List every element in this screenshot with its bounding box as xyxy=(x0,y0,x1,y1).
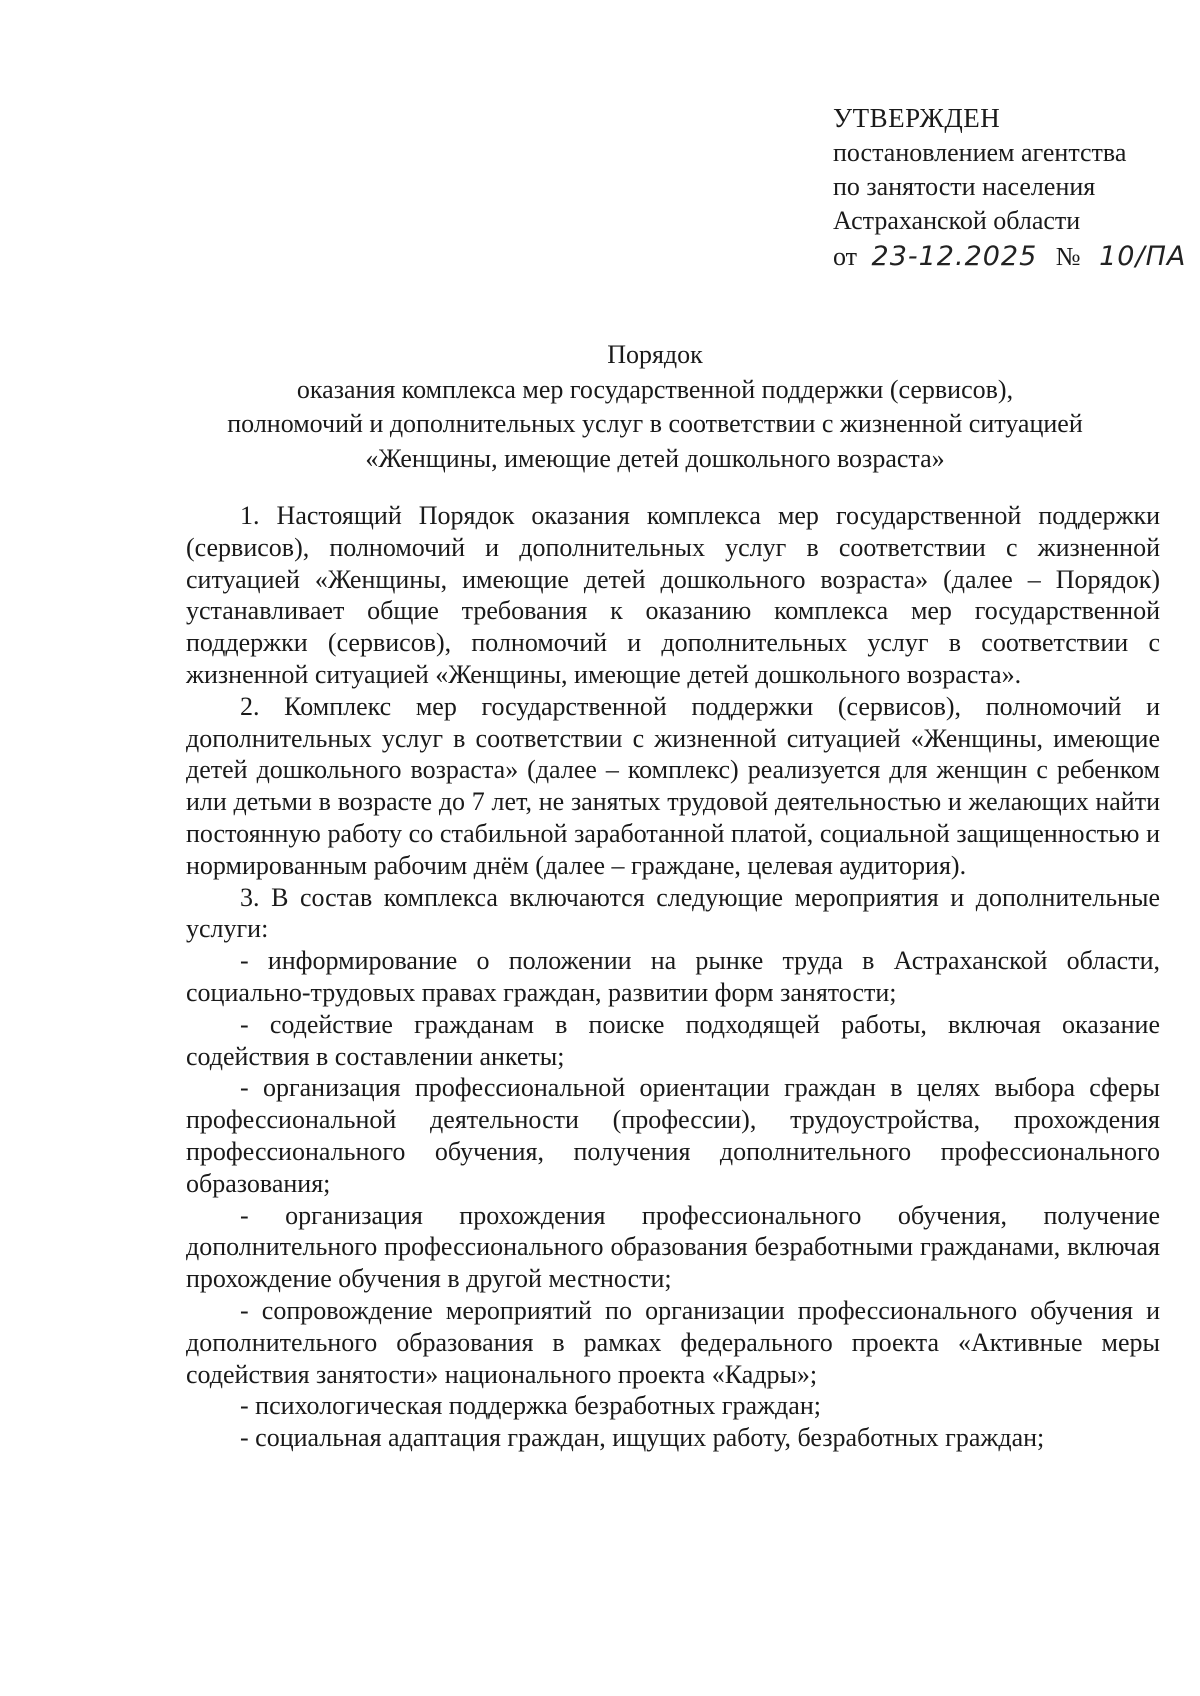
list-item: - организация прохождения профессионального обучения, получение дополнительного профессионального образования безработными гражданами, включая прохождение обучения в другой местности; xyxy=(186,1200,1160,1294)
number-prefix: № xyxy=(1055,242,1081,271)
handwritten-number: 10/ПА xyxy=(1099,241,1187,272)
approval-stamp-block xyxy=(833,100,1187,274)
list-item: - социальная адаптация граждан, ищущих работу, безработных граждан; xyxy=(240,1423,1045,1453)
handwritten-date: 23-12.2025 xyxy=(871,241,1038,272)
approval-line-1: постановлением агентства xyxy=(833,138,1127,167)
approval-date-line xyxy=(833,240,1187,274)
date-prefix: от xyxy=(833,242,858,271)
list-item: - содействие гражданам в поиске подходящей работы, включая оказание содействия в составлении анкеты; xyxy=(186,1009,1160,1071)
list-item: - психологическая поддержка безработных граждан; xyxy=(240,1391,821,1421)
document-body xyxy=(186,500,1160,1454)
list-item: - организация профессиональной ориентации граждан в целях выбора сферы профессиональной деятельности (профессии), трудоустройства, прохождения профессионального обучения, получения дополнительного профессионального образования; xyxy=(186,1073,1160,1198)
paragraph-3: 3. В состав комплекса включаются следующие мероприятия и дополнительные услуги: xyxy=(186,882,1160,944)
approval-line-3: Астраханской области xyxy=(833,206,1081,235)
paragraph-2: 2. Комплекс мер государственной поддержки (сервисов), полномочий и дополнительных услуг в соответствии с жизненной ситуацией «Женщины, имеющие детей дошкольного возраста» (далее – комплекс) реализуется для женщин с ребенком или детьми в возрасте до 7 лет, не занятых трудовой деятельностью и желающих найти постоянную работу со стабильной заработанной платой, социальной защищенностью и нормированным рабочим днём (далее – граждане, целевая аудитория). xyxy=(186,691,1160,880)
list-item: - информирование о положении на рынке труда в Астраханской области, социально-трудовых правах граждан, развитии форм занятости; xyxy=(186,946,1160,1007)
list-item: - сопровождение мероприятий по организации профессионального обучения и дополнительного образования в рамках федерального проекта «Активные меры содействия занятости» национального проекта «Кадры»; xyxy=(186,1295,1160,1389)
approval-title: УТВЕРЖДЕН xyxy=(833,103,1001,133)
document-title-block xyxy=(150,338,1160,476)
paragraph-1: 1. Настоящий Порядок оказания комплекса мер государственной поддержки (сервисов), полномочий и дополнительных услуг в соответствии с жизненной ситуацией «Женщины, имеющие детей дошкольного возраста» (далее – Порядок) устанавливает общие требования к оказанию комплекса мер государственной поддержки (сервисов), полномочий и дополнительных услуг в соответствии с жизненной ситуацией «Женщины, имеющие детей дошкольного возраста». xyxy=(186,501,1160,689)
document-heading: Порядок xyxy=(607,340,703,369)
document-title-line-2: полномочий и дополнительных услуг в соответствии с жизненной ситуацией xyxy=(227,409,1083,438)
document-title-line-3: «Женщины, имеющие детей дошкольного возраста» xyxy=(365,443,945,473)
document-title-line-1: оказания комплекса мер государственной поддержки (сервисов), xyxy=(296,374,1014,404)
approval-line-2: по занятости населения xyxy=(833,172,1096,201)
